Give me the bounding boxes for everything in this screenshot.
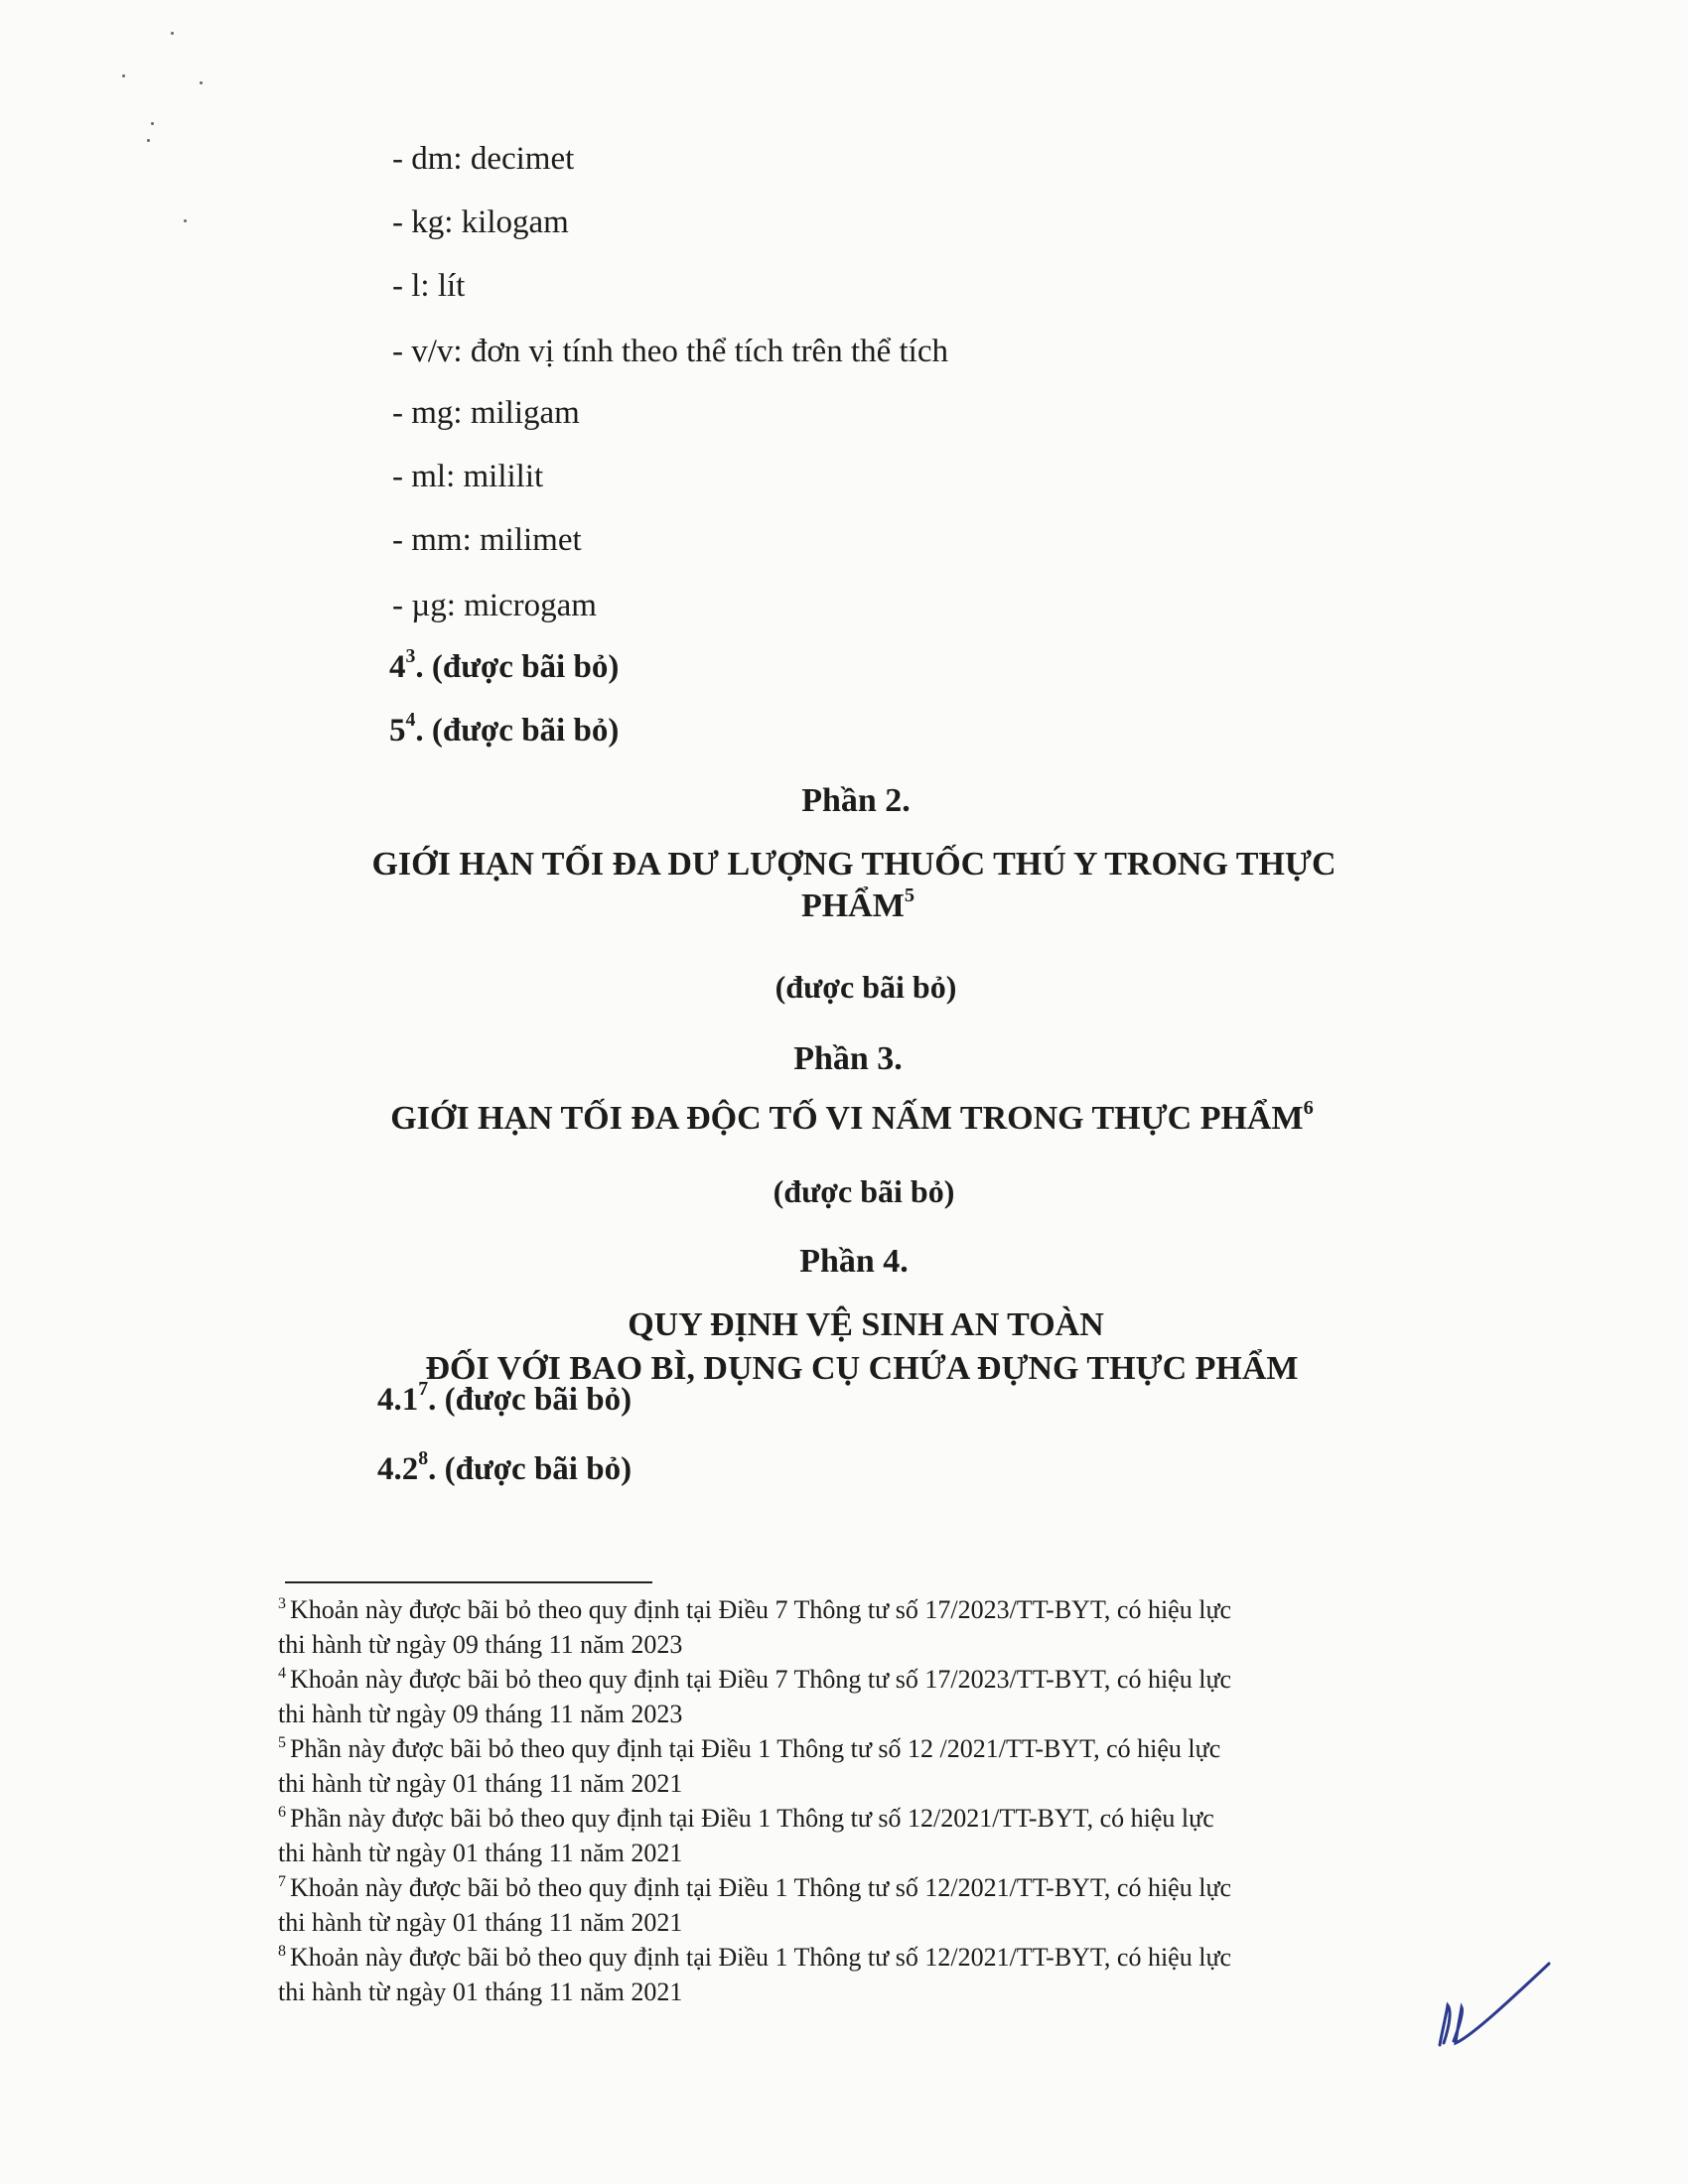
clause-number: 4.2 (377, 1451, 419, 1487)
unit-item: - µg: microgam (392, 588, 597, 623)
clause-number: 5 (389, 713, 406, 749)
footnote-6 (278, 1801, 1450, 1870)
title-text: GIỚI HẠN TỐI ĐA ĐỘC TỐ VI NẤM TRONG THỰC PHẨM (390, 1100, 1304, 1137)
repealed-clause-4-1 (377, 1378, 633, 1419)
footnote-8 (278, 1940, 1450, 2009)
part3-title (8, 1096, 1688, 1138)
footnote-5 (278, 1731, 1450, 1801)
scan-speck (122, 74, 125, 77)
footnote-text: Khoản này được bãi bỏ theo quy định tại Điều 1 Thông tư số 12/2021/TT-BYT, có hiệu lực (290, 1943, 1232, 1972)
unit-item: - mg: miligam (392, 395, 580, 431)
part4-title-line2: ĐỐI VỚI BAO BÌ, DỤNG CỤ CHỨA ĐỰNG THỰC PHẨM (425, 1350, 1299, 1387)
part2-label: Phần 2. (801, 782, 911, 819)
unit-item: - kg: kilogam (392, 205, 569, 240)
unit-item: - mm: milimet (392, 522, 582, 558)
footnote-text: Khoản này được bãi bỏ theo quy định tại Điều 7 Thông tư số 17/2023/TT-BYT, có hiệu lực (290, 1665, 1232, 1694)
part3-status: (được bãi bỏ) (773, 1173, 955, 1209)
part2-title-line2 (14, 884, 1688, 925)
footnote-number: 8 (278, 1943, 286, 1961)
scan-speck (184, 219, 187, 222)
unit-item: - v/v: đơn vị tính theo thể tích trên thể tích (392, 334, 949, 369)
scan-speck (151, 122, 154, 125)
title-text: PHẨM (800, 887, 905, 924)
clause-text: . (được bãi bỏ) (415, 713, 620, 749)
repealed-clause-5 (389, 709, 620, 750)
footnote-number: 3 (278, 1595, 286, 1613)
footnote-number: 7 (278, 1873, 286, 1891)
footnote-ref: 3 (405, 645, 416, 668)
part4-label: Phần 4. (799, 1243, 909, 1280)
repealed-clause-4 (389, 645, 620, 686)
scan-speck (171, 32, 174, 35)
clause-number: 4.1 (377, 1382, 419, 1418)
footnote-text: thi hành từ ngày 01 tháng 11 năm 2021 (278, 1769, 683, 1798)
part2-title-line1: GIỚI HẠN TỐI ĐA DƯ LƯỢNG THUỐC THÚ Y TRONG THỰC (371, 846, 1336, 883)
clause-number: 4 (389, 649, 406, 685)
footnote-number: 4 (278, 1665, 286, 1683)
footnote-4 (278, 1662, 1450, 1731)
footnote-ref: 5 (904, 884, 915, 906)
clause-text: . (được bãi bỏ) (428, 1382, 633, 1418)
footnote-text: Phần này được bãi bỏ theo quy định tại Điều 1 Thông tư số 12 /2021/TT-BYT, có hiệu lực (290, 1734, 1221, 1763)
unit-item: - dm: decimet (392, 141, 575, 177)
footnote-text: thi hành từ ngày 09 tháng 11 năm 2023 (278, 1700, 683, 1728)
footnote-number: 6 (278, 1804, 286, 1822)
footnote-ref: 6 (1303, 1096, 1314, 1119)
footnote-text: thi hành từ ngày 01 tháng 11 năm 2021 (278, 1978, 683, 2006)
part2-status: (được bãi bỏ) (774, 969, 957, 1005)
part4-title-line1: QUY ĐỊNH VỆ SINH AN TOÀN (628, 1306, 1104, 1343)
signature-mark (1430, 1956, 1579, 2050)
repealed-clause-4-2 (377, 1447, 633, 1488)
unit-item: - l: lít (392, 268, 466, 304)
footnote-3 (278, 1592, 1450, 1662)
clause-text: . (được bãi bỏ) (428, 1451, 633, 1487)
scan-speck (147, 139, 150, 142)
footnote-text: thi hành từ ngày 09 tháng 11 năm 2023 (278, 1630, 683, 1659)
footnote-ref: 7 (418, 1378, 429, 1401)
footnote-text: Khoản này được bãi bỏ theo quy định tại Điều 7 Thông tư số 17/2023/TT-BYT, có hiệu lực (290, 1595, 1232, 1624)
footnote-text: Khoản này được bãi bỏ theo quy định tại Điều 1 Thông tư số 12/2021/TT-BYT, có hiệu lực (290, 1873, 1232, 1902)
footnote-text: thi hành từ ngày 01 tháng 11 năm 2021 (278, 1908, 683, 1937)
unit-item: - ml: mililit (392, 459, 544, 494)
scan-speck (200, 81, 203, 84)
clause-text: . (được bãi bỏ) (415, 649, 620, 685)
footnote-number: 5 (278, 1734, 286, 1752)
footnote-ref: 8 (418, 1447, 429, 1470)
footnote-7 (278, 1870, 1450, 1940)
footnote-ref: 4 (405, 709, 416, 732)
footnote-text: Phần này được bãi bỏ theo quy định tại Điều 1 Thông tư số 12/2021/TT-BYT, có hiệu lực (290, 1804, 1214, 1833)
footnote-separator (285, 1581, 652, 1583)
part3-label: Phần 3. (793, 1040, 903, 1077)
footnote-text: thi hành từ ngày 01 tháng 11 năm 2021 (278, 1839, 683, 1867)
